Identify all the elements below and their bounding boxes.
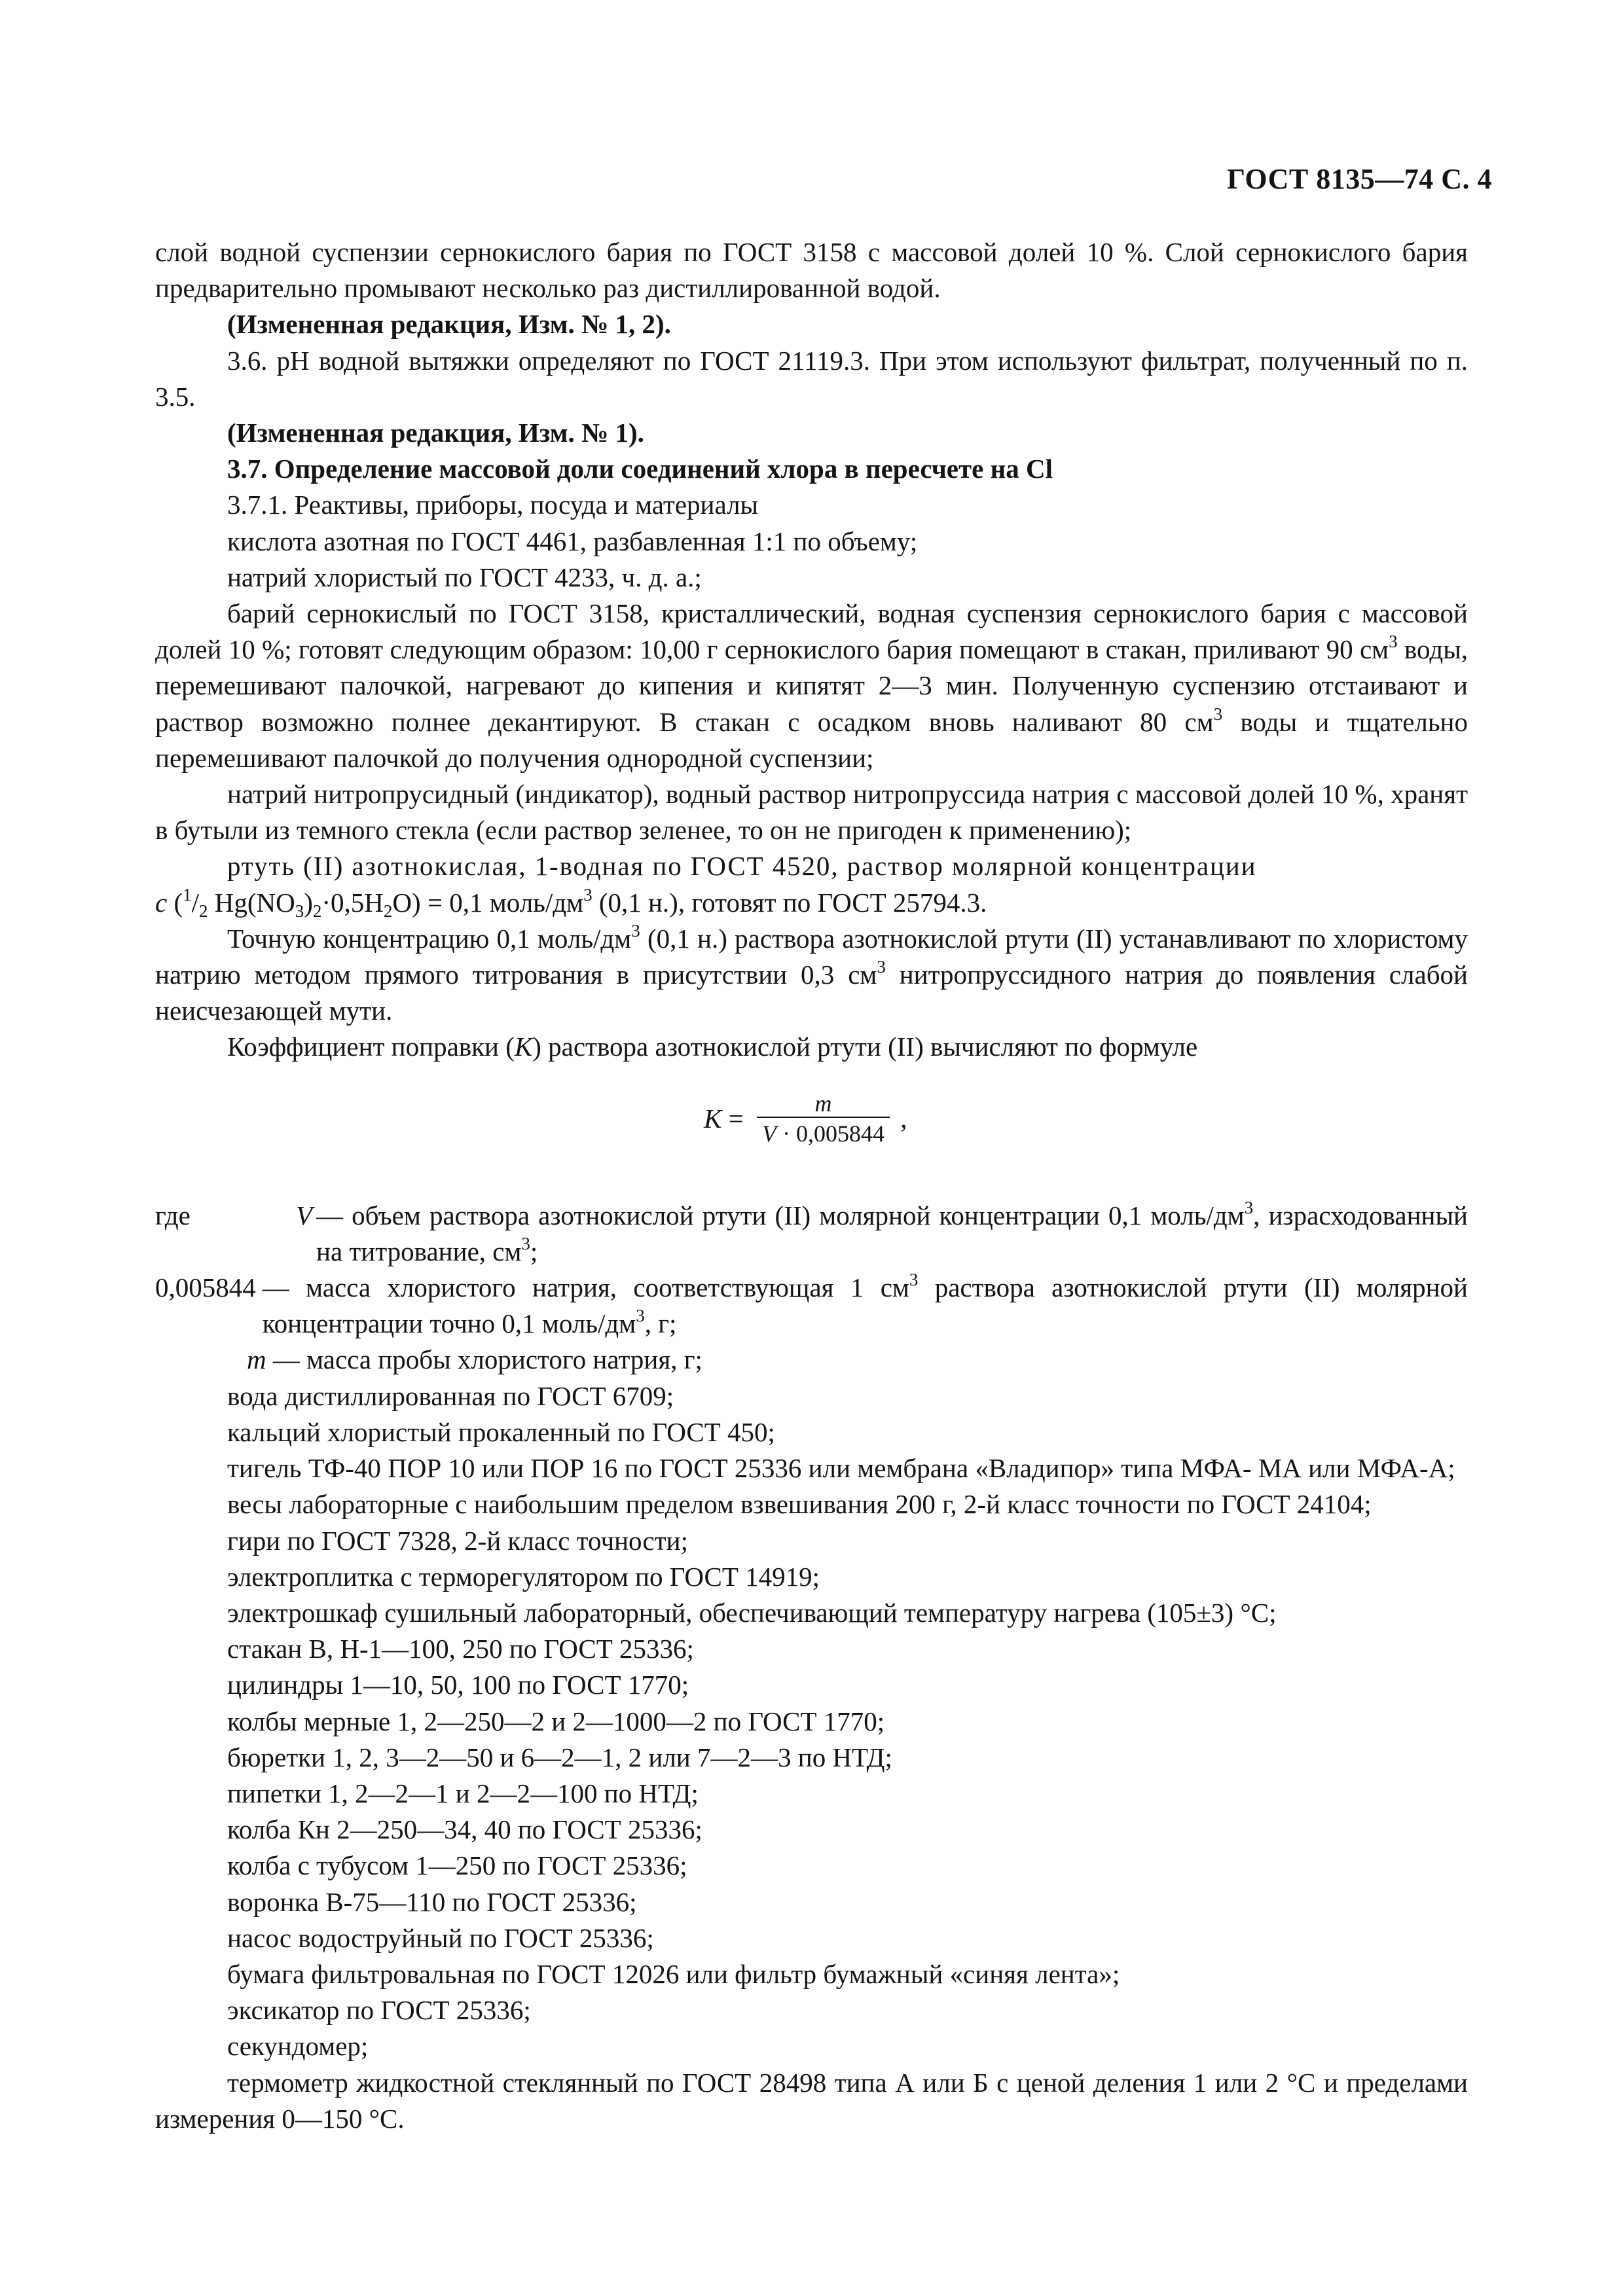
reagent-acid: кислота азотная по ГОСТ 4461, разбавленная 1:1 по объему;: [227, 526, 918, 556]
paragraph-barium-layer: слой водной суспензии сернокислого бария по ГОСТ 3158 с массовой долей 10 %. Слой сернокислого бария предварительно промывают несколько раз дистиллированной водой.: [155, 237, 1468, 304]
reagent-mercury: ртуть (II) азотнокислая, 1-водная по ГОСТ 4520, раствор молярной концентрации: [227, 851, 1257, 882]
page-header: ГОСТ 8135—74 С. 4: [1226, 163, 1492, 195]
formula-definitions: [155, 1198, 1468, 1378]
list-item: пипетки 1, 2—2—1 и 2—2—100 по НТД;: [227, 1778, 699, 1808]
list-item: бюретки 1, 2, 3—2—50 и 6—2—1, 2 или 7—2—3 по НТД;: [227, 1742, 892, 1772]
reagent-nacl: натрий хлористый по ГОСТ 4233, ч. д. а.;: [227, 562, 702, 592]
definition-m: m — масса пробы хлористого натрия, г;: [247, 1344, 702, 1375]
reagent-mercury-concentration: c ($^1/_2$ $Hg(NO_3)_2\cdot 0,5H_2O) = 0,1$ моль/$дм^3$ (0,1 н.), готовят по ГОСТ 25794.3.: [155, 884, 987, 921]
document-body: [155, 234, 1468, 2137]
list-item: колбы мерные 1, 2—250—2 и 2—1000—2 по ГОСТ 1770;: [227, 1706, 885, 1736]
list-item: термометр жидкостной стеклянный по ГОСТ 28498 типа А или Б с ценой деления 1 или 2 °С и пределами измерения 0—150 °С.: [155, 2067, 1468, 2134]
coefficient-intro: Коэффициент поправки (K) раствора азотнокислой ртути (II) вычисляют по формуле: [227, 1031, 1198, 1062]
list-item: цилиндры 1—10, 50, 100 по ГОСТ 1770;: [227, 1670, 689, 1700]
precise-concentration: Точную концентрацию 0,1 моль/$дм^3$ (0,1 н.) раствора азотнокислой ртути (II) устанавливают по хлористому натрию методом прямого титрования в присутствии 0,3 $см^3$ нитропруссидного натрия до появления слабой неисчезающей мути.: [155, 920, 1468, 1026]
list-item: весы лабораторные с наибольшим пределом взвешивания 200 г, 2-й класс точности по ГОСТ 24104;: [227, 1489, 1372, 1520]
list-item: вода дистиллированная по ГОСТ 6709;: [227, 1380, 674, 1411]
list-item: кальций хлористый прокаленный по ГОСТ 450;: [227, 1416, 775, 1447]
list-item: бумага фильтровальная по ГОСТ 12026 или фильтр бумажный «синяя лента»;: [227, 1958, 1120, 1989]
equipment-list: [155, 1378, 1468, 2137]
formula-k: K = $\frac{m}{V \cdot 0,005844}$ ,: [704, 1090, 907, 1147]
list-item: насос водоструйный по ГОСТ 25336;: [227, 1922, 654, 1953]
list-item: колба Кн 2—250—34, 40 по ГОСТ 25336;: [227, 1814, 702, 1845]
definition-v: где V — объем раствора азотнокислой ртути (II) молярной концентрации 0,1 моль/$дм^3$, израсходованный на титрование, $см^3$;: [155, 1197, 1468, 1266]
formula-block: [155, 1088, 1468, 1187]
formula-numerator: m: [814, 1090, 832, 1117]
edit-note: (Измененная редакция, Изм. № 1).: [227, 418, 644, 448]
section-3-7-1: 3.7.1. Реактивы, приборы, посуда и материалы: [227, 490, 759, 520]
list-item: секундомер;: [227, 2031, 369, 2062]
list-item: стакан В, Н-1—100, 250 по ГОСТ 25336;: [227, 1634, 694, 1664]
edit-note: (Измененная редакция, Изм. № 1, 2).: [227, 309, 671, 340]
list-item: воронка В-75—110 по ГОСТ 25336;: [227, 1886, 637, 1917]
list-item: гири по ГОСТ 7328, 2-й класс точности;: [227, 1525, 688, 1556]
list-item: электрошкаф сушильный лабораторный, обеспечивающий температуру нагрева (105±3) °С;: [227, 1597, 1277, 1628]
section-3-6: 3.6. pH водной вытяжки определяют по ГОСТ 21119.3. При этом используют фильтрат, полученный по п. 3.5.: [155, 345, 1468, 412]
section-3-7-heading: 3.7. Определение массовой доли соединений хлора в пересчете на Cl: [227, 454, 1053, 484]
definition-constant: 0,005844 — масса хлористого натрия, соответствующая 1 $см^3$ раствора азотнокислой ртути (II) молярной концентрации точно 0,1 моль/$дм^3$, г;: [155, 1270, 1468, 1339]
formula-denominator: V · 0,005844: [757, 1117, 890, 1148]
list-item: тигель ТФ-40 ПОР 10 или ПОР 16 по ГОСТ 25336 или мембрана «Владипор» типа МФА- МА или МФА-А;: [227, 1453, 1455, 1484]
list-item: колба с тубусом 1—250 по ГОСТ 25336;: [227, 1850, 687, 1881]
reagent-nitroprusside: натрий нитропрусидный (индикатор), водный раствор нитропруссида натрия с массовой долей 10 %, хранят в бутыли из темного стекла (если раствор зеленее, то он не пригоден к применению);: [155, 779, 1468, 846]
list-item: электроплитка с терморегулятором по ГОСТ 14919;: [227, 1561, 820, 1592]
formula-fraction: [757, 1090, 890, 1148]
list-item: эксикатор по ГОСТ 25336;: [227, 1995, 531, 2026]
reagent-barium: барий сернокислый по ГОСТ 3158, кристаллический, водная суспензия сернокислого бария с массовой долей 10 %; готовят следующим образом: 10,00 г сернокислого бария помещают в стакан, приливают 90 $см^3$ воды, перемешивают палочкой, нагревают до кипения и кипятят 2—3 мин. Полученную суспензию отстаивают и раствор возможно полнее декантируют. В стакан с осадком вновь наливают 80 $см^3$ воды и тщательно перемешивают палочкой до получения однородной суспензии;: [155, 598, 1468, 773]
